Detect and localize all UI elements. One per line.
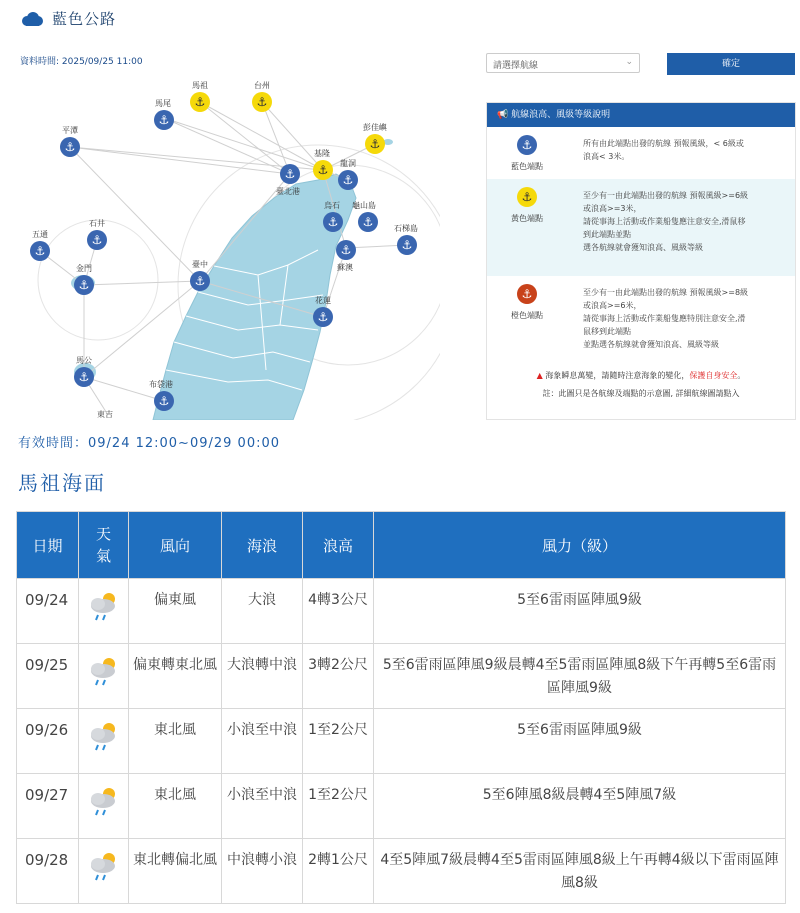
port-mawei[interactable] xyxy=(154,110,174,130)
col-header-wave: 海浪 xyxy=(222,512,303,579)
port-label: 石梯島 xyxy=(394,224,418,233)
port-label: 蘇澳 xyxy=(337,263,353,272)
port-taizhou[interactable] xyxy=(252,92,272,112)
port-matsu[interactable] xyxy=(190,92,210,112)
cell-wind-force: 5至6雷雨區陣風9級晨轉4至5雷雨區陣風8級下午再轉5至6雷雨區陣風9級 xyxy=(374,644,786,709)
legend-item-name: 橙色端點 xyxy=(511,311,543,320)
cell-wind-force: 5至6雷雨區陣風9級 xyxy=(374,579,786,644)
anchor-icon: ⚓ xyxy=(252,92,272,112)
legend-line: 選各航線就會獲知浪高、風級等級 xyxy=(583,243,703,252)
anchor-icon: ⚓ xyxy=(313,160,333,180)
anchor-icon: ⚓ xyxy=(397,235,417,255)
port-label: 基隆 xyxy=(314,149,330,158)
warning-text: 海象瞬息萬變，請隨時注意海象的變化， xyxy=(545,371,690,380)
legend-line: 至少有一由此端點出發的航線 預報風級>=6級 xyxy=(583,191,749,200)
megaphone-icon: 📢 xyxy=(497,110,509,120)
anchor-icon: ⚓ xyxy=(365,134,385,154)
port-pingtan[interactable] xyxy=(60,137,80,157)
col-header-wind-force: 風力（級） xyxy=(374,512,786,579)
port-label: 東吉 xyxy=(97,410,113,419)
legend-note: 註：此圖只是各航線及端點的示意圖, 詳細航線圖請點入 xyxy=(542,389,740,398)
cell-wind-force: 5至6陣風8級晨轉4至5陣風7級 xyxy=(374,774,786,839)
cell-wind-force: 5至6雷雨區陣風9級 xyxy=(374,709,786,774)
port-label: 平潭 xyxy=(62,126,78,135)
update-time: 資料時間: 2025/09/25 11:00 xyxy=(20,57,143,67)
cell-wave-height: 1至2公尺 xyxy=(303,774,374,839)
anchor-icon: ⚓ xyxy=(60,137,80,157)
port-label: 彭佳嶼 xyxy=(363,123,387,132)
anchor-icon: ⚓ xyxy=(517,187,537,207)
chevron-down-icon: ⌄ xyxy=(625,57,633,67)
anchor-icon: ⚓ xyxy=(323,212,343,232)
port-shiti-island[interactable] xyxy=(397,235,417,255)
anchor-icon: ⚓ xyxy=(313,307,333,327)
port-wushi[interactable] xyxy=(323,212,343,232)
port-pengjiayu[interactable] xyxy=(365,134,385,154)
anchor-icon: ⚓ xyxy=(280,164,300,184)
anchor-icon: ⚓ xyxy=(336,240,356,260)
cell-wave-height: 3轉2公尺 xyxy=(303,644,374,709)
confirm-button[interactable]: 確定 xyxy=(667,53,795,75)
anchor-icon: ⚓ xyxy=(74,367,94,387)
anchor-icon: ⚓ xyxy=(154,110,174,130)
legend-line: 浪高< 3米。 xyxy=(583,152,630,161)
cell-date: 09/24 xyxy=(17,579,79,644)
legend-item-blue xyxy=(487,127,795,179)
port-label: 馬尾 xyxy=(155,99,171,108)
cell-wind-direction: 偏東轉東北風 xyxy=(129,644,222,709)
anchor-icon: ⚓ xyxy=(190,271,210,291)
port-guishan-island[interactable] xyxy=(358,212,378,232)
port-label: 石井 xyxy=(89,219,105,228)
port-taipei-port[interactable] xyxy=(280,164,300,184)
cell-wave-height: 1至2公尺 xyxy=(303,709,374,774)
table-row xyxy=(17,774,786,839)
legend-item-name: 黃色端點 xyxy=(511,214,543,223)
safety-warning xyxy=(487,370,795,381)
legend-title: 航線浪高、風級等級說明 xyxy=(511,110,611,120)
legend-line: 到此端點並點 xyxy=(583,230,631,239)
legend-line: 鼠移到此端點 xyxy=(583,327,631,336)
port-label: 馬祖 xyxy=(192,81,208,90)
cell-date: 09/28 xyxy=(17,839,79,904)
port-label: 五通 xyxy=(32,230,48,239)
anchor-icon: ⚓ xyxy=(154,391,174,411)
port-hualien[interactable] xyxy=(313,307,333,327)
port-label: 龜山島 xyxy=(352,201,376,210)
cloudy-sun-rain-icon xyxy=(86,719,122,753)
anchor-icon: ⚓ xyxy=(87,230,107,250)
legend-item-red xyxy=(487,276,795,366)
cell-wave: 小浪至中浪 xyxy=(222,774,303,839)
port-label: 馬公 xyxy=(76,356,92,365)
cell-date: 09/26 xyxy=(17,709,79,774)
anchor-icon: ⚓ xyxy=(517,284,537,304)
sea-area-title: 馬祖海面 xyxy=(18,471,106,495)
route-select[interactable] xyxy=(486,53,640,73)
cell-weather xyxy=(79,644,129,709)
port-keelung[interactable] xyxy=(313,160,333,180)
cell-weather xyxy=(79,579,129,644)
port-budai[interactable] xyxy=(154,391,174,411)
port-taichung[interactable] xyxy=(190,271,210,291)
legend-line: 請從事海上活動或作業船隻應特別注意安全,滑 xyxy=(583,314,746,323)
port-suao[interactable] xyxy=(336,240,356,260)
cell-wind-direction: 偏東風 xyxy=(129,579,222,644)
cloudy-sun-rain-icon xyxy=(86,654,122,688)
anchor-icon: ⚓ xyxy=(358,212,378,232)
port-label: 烏石 xyxy=(324,201,340,210)
table-header-row xyxy=(17,512,786,579)
cell-date: 09/25 xyxy=(17,644,79,709)
cell-wave: 中浪轉小浪 xyxy=(222,839,303,904)
legend-item-name: 藍色端點 xyxy=(511,162,543,171)
cloudy-sun-rain-icon xyxy=(86,849,122,883)
route-select-placeholder: 請選擇航線 xyxy=(493,61,539,71)
port-label: 金門 xyxy=(76,264,92,273)
anchor-icon: ⚓ xyxy=(74,275,94,295)
col-header-wind-direction: 風向 xyxy=(129,512,222,579)
cell-wind-direction: 東北風 xyxy=(129,774,222,839)
legend-line: 請從事海上活動或作業船隻應注意安全,滑鼠移 xyxy=(583,217,746,226)
legend-line: 或浪高>=6米， xyxy=(583,301,642,310)
cell-weather xyxy=(79,839,129,904)
port-magong[interactable] xyxy=(74,367,94,387)
legend-item-yellow xyxy=(487,179,795,276)
port-label: 臺中 xyxy=(192,260,208,269)
col-header-date: 日期 xyxy=(17,512,79,579)
warning-icon: ▲ xyxy=(536,371,543,380)
cell-wind-direction: 東北風 xyxy=(129,709,222,774)
cell-wind-force: 4至5陣風7級晨轉4至5雷雨區陣風8級上午再轉4級以下雷雨區陣風8級 xyxy=(374,839,786,904)
port-label: 臺北港 xyxy=(276,187,300,196)
cell-weather xyxy=(79,774,129,839)
cloud-icon xyxy=(20,11,44,27)
table-row xyxy=(17,579,786,644)
page-title: 藍色公路 xyxy=(52,10,117,28)
cell-wave: 大浪 xyxy=(222,579,303,644)
port-label: 布袋港 xyxy=(149,380,173,389)
valid-time: 有效時間：09/24 12:00~09/29 00:00 xyxy=(18,436,281,451)
anchor-icon: ⚓ xyxy=(517,135,537,155)
cell-wave: 大浪轉中浪 xyxy=(222,644,303,709)
legend-panel xyxy=(486,102,796,420)
table-row xyxy=(17,644,786,709)
anchor-icon: ⚓ xyxy=(190,92,210,112)
cloudy-sun-rain-icon xyxy=(86,784,122,818)
cell-weather xyxy=(79,709,129,774)
legend-line: 所有由此端點出發的航線 預報風級，< 6級或 xyxy=(583,139,744,148)
anchor-icon: ⚓ xyxy=(338,170,358,190)
legend-line: 並點選各航線就會獲知浪高、風級等級 xyxy=(583,340,719,349)
cell-wave-height: 4轉3公尺 xyxy=(303,579,374,644)
route-map[interactable] xyxy=(18,70,440,420)
page-header xyxy=(20,8,116,29)
forecast-table xyxy=(16,511,786,904)
cell-wave-height: 2轉1公尺 xyxy=(303,839,374,904)
legend-header xyxy=(487,103,795,127)
port-wutong[interactable] xyxy=(30,241,50,261)
port-longdong[interactable] xyxy=(338,170,358,190)
warning-emphasis: 保護自身安全 xyxy=(689,371,738,380)
legend-line: 或浪高>=3米， xyxy=(583,204,642,213)
cloudy-sun-rain-icon xyxy=(86,589,122,623)
port-label: 台州 xyxy=(254,81,270,90)
port-label: 花蓮 xyxy=(315,296,331,305)
legend-line: 至少有一由此端點出發的航線 預報風級>=8級 xyxy=(583,288,749,297)
cell-wind-direction: 東北轉偏北風 xyxy=(129,839,222,904)
table-row xyxy=(17,839,786,904)
col-header-wave-height: 浪高 xyxy=(303,512,374,579)
port-label: 龍洞 xyxy=(340,159,356,168)
table-row xyxy=(17,709,786,774)
col-header-weather: 天氣 xyxy=(79,512,129,579)
cell-wave: 小浪至中浪 xyxy=(222,709,303,774)
warning-end: 。 xyxy=(737,371,746,380)
anchor-icon: ⚓ xyxy=(30,241,50,261)
port-shijing[interactable] xyxy=(87,230,107,250)
cell-date: 09/27 xyxy=(17,774,79,839)
port-kinmen[interactable] xyxy=(74,275,94,295)
